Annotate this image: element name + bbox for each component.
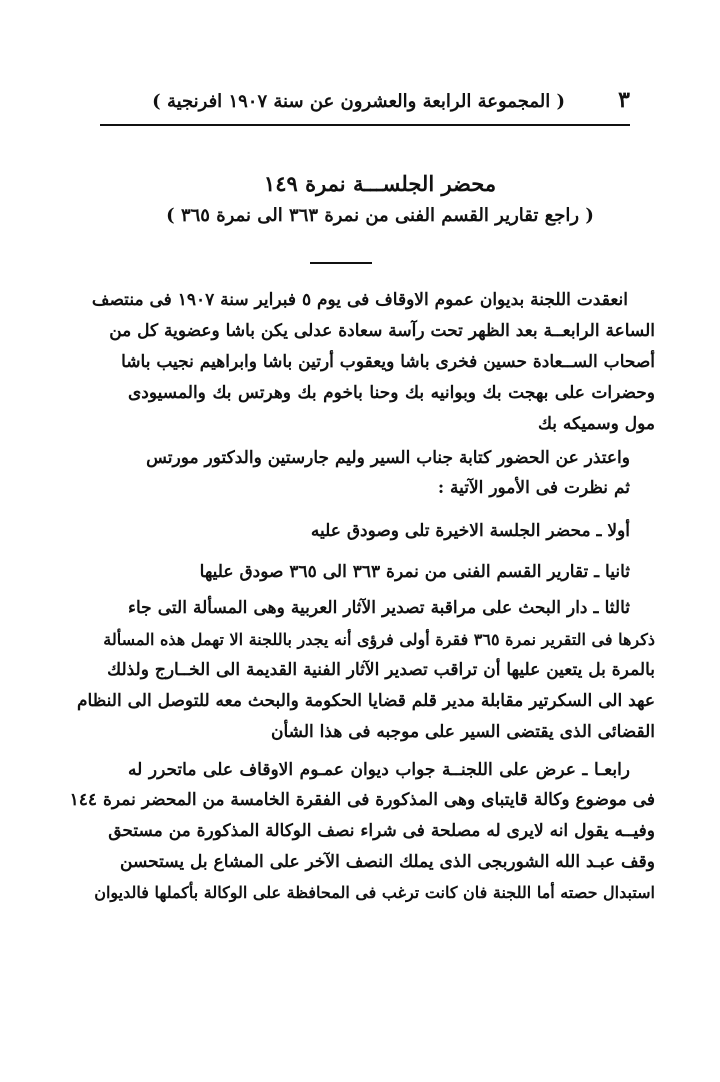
body-line: مول وسميكه بك [537, 414, 655, 434]
body-line: عهد الى السكرتير مقابلة مدير قلم قضايا الحكومة والبحث معه للتوصل الى النظام [77, 691, 655, 711]
body-line: ذكرها فى التقرير نمرة ٣٦٥ فقرة أولى فرؤى أنه يجدر باللجنة الا تهمل هذه المسألة [103, 630, 655, 649]
page-number: ٣ [618, 87, 630, 113]
body-line: وفيــه يقول انه لايرى له مصلحة فى شراء نصف الوكالة المذكورة من مستحق [108, 821, 655, 841]
body-line: رابعـا ـ عرض على اللجنــة جواب ديوان عمـوم الاوقاف على ماتحرر له [128, 760, 630, 780]
body-line: فى موضوع وكالة قايتباى وهى المذكورة فى الفقرة الخامسة من المحضر نمرة ١٤٤ [69, 790, 655, 810]
body-line: وحضرات على بهجت بك وبوانيه بك وحنا باخوم بك وهرتس بك والمسيودى [128, 383, 655, 403]
body-line: واعتذر عن الحضور كتابة جناب السير وليم جارستين والدكتور مورتس [146, 448, 630, 468]
body-line: أولا ـ محضر الجلسة الاخيرة تلى وصودق عليه [310, 521, 630, 541]
body-line: وقف عبـد الله الشوربجى الذى يملك النصف الآخر على المشاع بل يستحسن [120, 852, 655, 872]
page-title: محضر الجلســـة نمرة ١٤٩ [263, 171, 497, 196]
body-line: الساعة الرابعــة بعد الظهر تحت رآسة سعادة عدلى يكن باشا وعضوية كل من [109, 321, 655, 341]
body-line: القضائى الذى يقتضى السير على موجبه فى هذا الشأن [271, 722, 655, 742]
body-line: ثم نظرت فى الأمور الآتية : [437, 478, 630, 498]
running-header: ( المجموعة الرابعة والعشرون عن سنة ١٩٠٧ افرنجية ) [152, 91, 565, 112]
title-divider [310, 262, 372, 264]
body-line: ثالثا ـ دار البحث على مراقبة تصدير الآثار العربية وهى المسألة التى جاء [128, 598, 630, 618]
body-line: ثانيا ـ تقارير القسم الفنى من نمرة ٣٦٣ الى ٣٦٥ صودق عليها [199, 562, 630, 582]
body-line: استبدال حصته أما اللجنة فان كانت ترغب فى المحافظة على الوكالة بأكملها فالديوان [94, 883, 655, 902]
header-rule [100, 124, 630, 126]
page-subtitle: ( راجع تقارير القسم الفنى من نمرة ٣٦٣ الى نمرة ٣٦٥ ) [166, 205, 594, 226]
body-line: أصحاب الســعادة حسين فخرى باشا ويعقوب أرتين باشا وابراهيم نجيب باشا [121, 352, 655, 372]
body-line: بالمرة بل يتعين عليها أن تراقب تصدير الآثار الفنية القديمة الى الخــارج ولذلك [107, 660, 655, 680]
body-line: انعقدت اللجنة بديوان عموم الاوقاف فى يوم ٥ فبراير سنة ١٩٠٧ فى منتصف [91, 290, 628, 310]
